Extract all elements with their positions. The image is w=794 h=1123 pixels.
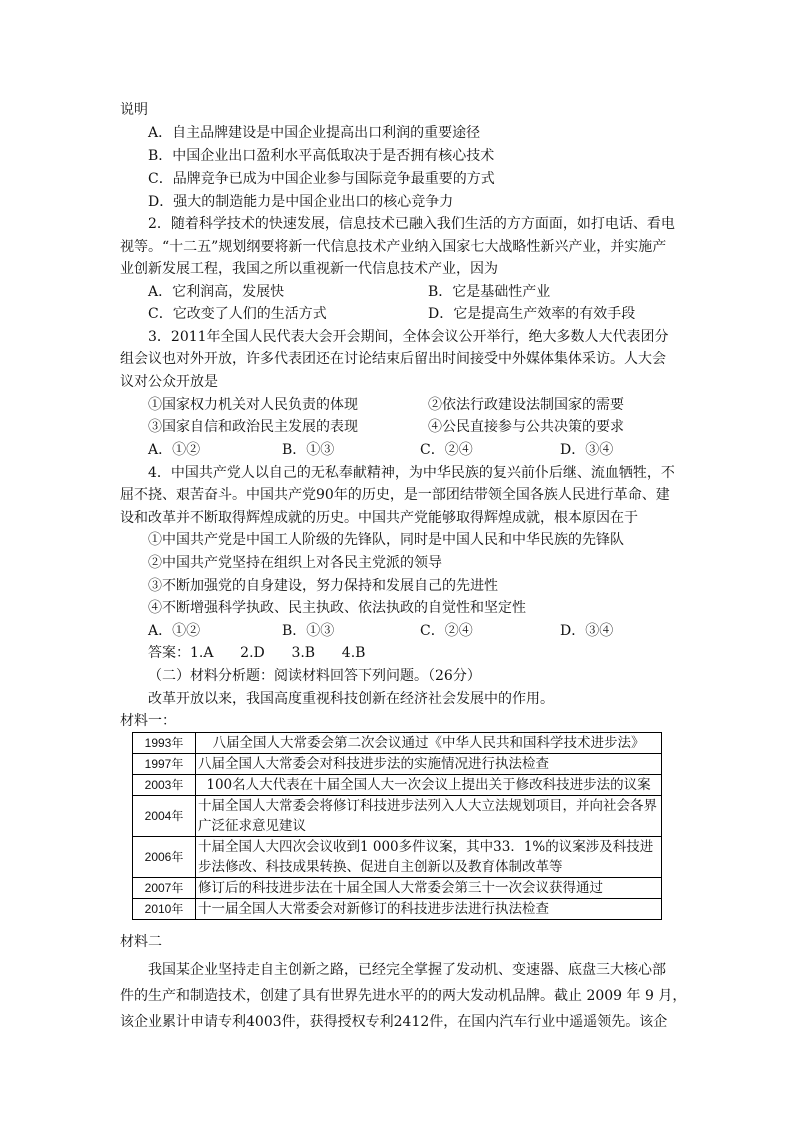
event-cell: 八届全国人大常委会第二次会议通过《中华人民共和国科学技术进步法》	[196, 733, 662, 754]
year-cell: 1997年	[133, 754, 196, 775]
material-2-text: 该企业累计申请专利4003件，获得授权专利2412件，在国内汽车行业中遥遥领先。该企	[120, 1014, 668, 1030]
event-cell: 十届全国人大四次会议收到1 000多件议案，其中33．1%的议案涉及科技进步法修改、科技成果转换、促进自主创新以及教育体制改革等	[196, 837, 662, 878]
table-row	[133, 899, 662, 920]
question-4-stem: 4．中国共产党人以自己的无私奉献精神，为中华民族的复兴前仆后继、流血牺牲，不	[148, 465, 675, 481]
q2-option-a: A．它利润高，发展快	[148, 284, 285, 300]
q4-statement-1: ①中国共产党是中国工人阶级的先锋队，同时是中国人民和中华民族的先锋队	[148, 532, 624, 548]
question-3-stem: 议对公众开放是	[120, 374, 218, 390]
table-row	[133, 837, 662, 878]
q4-statement-2: ②中国共产党坚持在组织上对各民主党派的领导	[148, 555, 442, 571]
q4-statement-3: ③不断加强党的自身建设，努力保持和发展自己的先进性	[148, 578, 498, 594]
q3-statement-3: ③国家自信和政治民主发展的表现	[148, 419, 358, 435]
event-cell: 八届全国人大常委会对科技进步法的实施情况进行执法检查	[196, 754, 662, 775]
q3-statement-1: ①国家权力机关对人民负责的体现	[148, 397, 358, 413]
q3-option-a: A．①②	[148, 442, 201, 458]
q3-statement-4: ④公民直接参与公共决策的要求	[428, 419, 624, 435]
q4-option-b: B．①③	[282, 623, 335, 639]
question-4-stem: 屈不挠、艰苦奋斗。中国共产党90年的历史，是一部团结带领全国各族人民进行革命、建	[120, 487, 670, 503]
section-heading: （二）材料分析题：阅读材料回答下列问题。（26分）	[148, 668, 481, 684]
q2-option-c: C．它改变了人们的生活方式	[148, 306, 327, 322]
material-2-label: 材料二	[120, 934, 162, 950]
q2-option-d: D．它是提高生产效率的有效手段	[428, 306, 636, 322]
event-cell: 修订后的科技进步法在十届全国人大常委会第三十一次会议获得通过	[196, 878, 662, 899]
question-3-stem: 3．2011年全国人民代表大会开会期间，全体会议公开举行，绝大多数人大代表团分	[148, 329, 669, 345]
q4-option-d: D．③④	[560, 623, 614, 639]
answer-key: 答案：1.A 2.D 3.B 4.B	[148, 645, 366, 661]
event-cell: 十一届全国人大常委会对新修订的科技进步法进行执法检查	[196, 899, 662, 920]
text-line: 说明	[120, 102, 148, 118]
option-a: A．自主品牌建设是中国企业提高出口利润的重要途径	[148, 125, 481, 141]
question-2-stem: 视等。“十二五”规划纲要将新一代信息技术产业纳入国家七大战略性新兴产业，并实施产	[120, 239, 667, 255]
table-row	[133, 796, 662, 837]
year-cell: 1993年	[133, 733, 196, 754]
year-cell: 2007年	[133, 878, 196, 899]
table-row	[133, 733, 662, 754]
table-row	[133, 754, 662, 775]
q4-option-c: C．②④	[420, 623, 473, 639]
year-cell: 2004年	[133, 796, 196, 837]
table-row	[133, 775, 662, 796]
q4-statement-4: ④不断增强科学执政、民主执政、依法执政的自觉性和坚定性	[148, 600, 526, 616]
event-cell: 十届全国人大常委会将修订科技进步法列入人大立法规划项目，并向社会各界广泛征求意见建议	[196, 796, 662, 837]
option-d: D．强大的制造能力是中国企业出口的核心竞争力	[148, 194, 454, 210]
table-row	[133, 878, 662, 899]
q3-option-c: C．②④	[420, 442, 473, 458]
q2-option-b: B．它是基础性产业	[428, 284, 551, 300]
material-1-label: 材料一：	[120, 713, 176, 729]
question-2-stem: 2．随着科学技术的快速发展，信息技术已融入我们生活的方方面面，如打电话、看电	[148, 216, 675, 232]
event-cell: 100名人大代表在十届全国人大一次会议上提出关于修改科技进步法的议案	[196, 775, 662, 796]
year-cell: 2010年	[133, 899, 196, 920]
material-intro: 改革开放以来，我国高度重视科技创新在经济社会发展中的作用。	[148, 691, 554, 707]
material-2-text: 件的生产和制造技术，创建了具有世界先进水平的的两大发动机品牌。截止 2009 年 9 月，	[120, 988, 687, 1004]
question-4-stem: 设和改革并不断取得辉煌成就的历史。中国共产党能够取得辉煌成就，根本原因在于	[120, 510, 638, 526]
legislation-timeline-table	[132, 732, 662, 920]
question-2-stem: 业创新发展工程，我国之所以重视新一代信息技术产业，因为	[120, 261, 498, 277]
q4-option-a: A．①②	[148, 623, 201, 639]
option-b: B．中国企业出口盈利水平高低取决于是否拥有核心技术	[148, 148, 495, 164]
option-c: C．品牌竞争已成为中国企业参与国际竞争最重要的方式	[148, 171, 495, 187]
q3-option-d: D．③④	[560, 442, 614, 458]
material-2-text: 我国某企业坚持走自主创新之路，已经完全掌握了发动机、变速器、底盘三大核心部	[148, 962, 666, 978]
year-cell: 2006年	[133, 837, 196, 878]
q3-option-b: B．①③	[282, 442, 335, 458]
year-cell: 2003年	[133, 775, 196, 796]
q3-statement-2: ②依法行政建设法制国家的需要	[428, 397, 624, 413]
question-3-stem: 组会议也对外开放，许多代表团还在讨论结束后留出时间接受中外媒体集体采访。人大会	[120, 351, 666, 367]
